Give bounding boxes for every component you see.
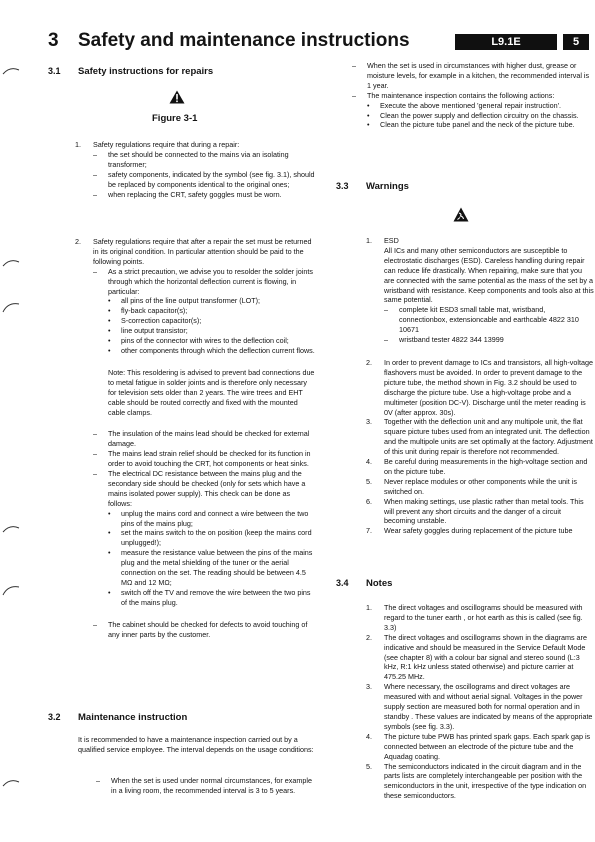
note-item: The direct voltages and oscillograms should be measured with regard to the tuner earth , or hot earth as this is called (see fig. 3.3) <box>384 603 583 632</box>
list-item: when replacing the CRT, safety goggles must be worn. <box>108 189 282 199</box>
maintenance-intro: It is recommended to have a maintenance inspection carried out by a qualified service employee. The interval depends on the usage conditions: <box>78 735 314 754</box>
bullet-item: S-correction capacitor(s); <box>121 316 202 326</box>
list-item: complete kit ESD3 small table mat, wristband, connectionbox, extensioncable and earthcable 4822 310 10671 <box>399 305 579 335</box>
bullet-item: measure the resistance value between the pins of the mains plug and the metal shielding of the tuner or the aerial connection on the set. The reading should be between 4.5 MΩ and 12 MΩ; <box>121 548 313 587</box>
section-title: Maintenance instruction <box>78 712 188 723</box>
warning-item: Never replace modules or other components while the unit is switched on. <box>384 476 577 496</box>
warnings-list: 1. ESD All ICs and many other semiconductors are susceptible to electrostatic discharges (ESD). Careless handling during repair can reduce life drastically. When repairing, make sure that you are connected with the same potential as the mass of the set by a wristband with resistance. Keep components and tools also at this same potential. – complete kit ESD3 small table mat, wristband, connectionbox, extensioncable and earthcable 4822 310 10671 – wristband tester 4822 344 13999 2. In order to prevent damage to ICs and transistors, all high-voltage flashovers must be avoided. In order to prevent damage to the picture tube, the method shown in Fig. 3.2 should be used to discharge the picture tube. Use a high-voltage probe and a multimeter (position DC-V). Discharge until the meter reading is 0V (after approx. 30s). 3. Together with the deflection unit and any multipole unit, the flat square picture tubes used from an integrated unit. The deflection and the multipole units are set optimally at the factory. Adjustment of this unit during repair is therefore not recommended. 4. Be careful during measurements in the high-voltage section and on the picture tube. 5. Never replace modules or other components while the unit is switched on. 6. When making settings, use plastic rather than metal tools. This will prevent any short circuits and the danger of a circuit becoming unstable. 7. Wear safety goggles during replacement of the picture tube <box>366 236 594 536</box>
bullet-item: set the mains switch to the on position (keep the mains cord unplugged!); <box>121 528 312 548</box>
bullet-item: unplug the mains cord and connect a wire between the two pins of the mains plug; <box>121 508 309 528</box>
bullet-item: all pins of the line output transformer (LOT); <box>121 296 261 306</box>
list-item: The maintenance inspection contains the following actions: <box>367 90 555 100</box>
warning-item: In order to prevent damage to ICs and transistors, all high-voltage flashovers must be avoided. In order to prevent damage to the picture tube, the method shown in Fig. 3.2 should be used to discharge the picture tube. Use a high-voltage probe and a multimeter (position DC-V). Discharge until the meter reading is 0V (after approx. 30s). <box>384 357 593 417</box>
section-title: Warnings <box>366 181 409 192</box>
page-number-badge: 5 <box>563 34 589 50</box>
maintenance-item-normal: – When the set is used under normal circumstances, for example in a living room, the recommended interval is 3 to 5 years. <box>78 776 315 796</box>
warning-item: When making settings, use plastic rather than metal tools. This will prevent any short circuits and the danger of a circuit becoming unstable. <box>384 496 584 526</box>
margin-hole-mark <box>2 583 20 597</box>
bullet-item: line output transistor; <box>121 326 188 336</box>
bullet-item: Clean the power supply and deflection circuitry on the chassis. <box>380 110 579 120</box>
bullet-item: Clean the picture tube panel and the neck of the picture tube. <box>380 120 575 130</box>
note-item: The picture tube PWB has printed spark gaps. Each spark gap is connected between an electrode of the picture tube and the Aquadag coating. <box>384 731 591 761</box>
bullet-item: pins of the connector with wires to the deflection coil; <box>121 336 289 346</box>
chapter-title: Safety and maintenance instructions <box>78 30 410 51</box>
section-title: Safety instructions for repairs <box>78 66 214 77</box>
model-code-badge: L9.1E <box>455 34 557 50</box>
section-number: 3.4 <box>336 578 349 588</box>
margin-hole-mark <box>2 776 20 790</box>
section-number: 3.2 <box>48 712 61 722</box>
bullet-item: Execute the above mentioned 'general repair instruction'. <box>380 100 561 110</box>
figure-caption: Figure 3-1 <box>152 113 198 124</box>
list-item: When the set is used under normal circumstances, for example in a living room, the recommended interval is 3 to 5 years. <box>111 776 312 795</box>
note-item: The direct voltages and oscillograms shown in the diagrams are indicative and should be measured in the Service Default Mode (see chapter 8) with a colour bar signal and stereo sound (L:3 kHz, R:1 kHz unless stated otherwise) and picture carrier at 475.25 MHz. <box>384 632 587 682</box>
safety-item-2: 2. Safety regulations require that after a repair the set must be returned in its original condition. In particular attention should be paid to the following points. – As a strict precaution, we advise you to resolder the solder joints through which the horizontal deflection current is flowing, in particular: • all pins of the line output transformer (LOT); • fly-back capacitor(s); • S-correction capacitor(s); • line output transistor; • pins of the connector with wires to the deflection coil; • other components through which the deflection current flows. Note: This resoldering is advised to prevent bad connections due to metal fatigue in solder joints and is therefore only necessary for television sets older than 2 years. The wire trees and EHT cable should be routed correctly and fixed with the mounted cable clamps. – The insulation of the mains lead should be checked for external damage. – The mains lead strain relief should be checked for its function in order to avoid touching the CRT, hot components or heat sinks. – The electrical DC resistance between the mains plug and the secondary side should be checked (only for sets which have a mains isolated power supply). This check can be done as follows: • unplug the mains cord and connect a wire between the two pins of the mains plug; • set the mains switch to the on position (keep the mains cord unplugged!); • measure the resistance value between the pins of the mains plug and the metal shielding of the tuner or the aerial connection on the set. The reading should be between 4.5 MΩ and 12 MΩ; • switch off the TV and remove the wire between the two pins of the mains plug. – The cabinet should be checked for defects to avoid touching of any inner parts by the customer. <box>75 237 315 639</box>
list-item: the set should be connected to the mains via an isolating transformer; <box>108 149 289 169</box>
bullet-item: switch off the TV and remove the wire between the two pins of the mains plug. <box>121 587 311 607</box>
section-number: 3.3 <box>336 181 349 191</box>
list-item: The insulation of the mains lead should be checked for external damage. <box>108 429 310 449</box>
resolder-note: Note: This resoldering is advised to prevent bad connections due to metal fatigue in solder joints and is therefore only necessary for television sets older than 2 years. The wire trees and EHT cable should be routed correctly and fixed with the mounted cable clamps. <box>108 367 315 417</box>
esd-warning-icon <box>453 207 469 222</box>
margin-hole-mark <box>2 256 20 270</box>
chapter-number: 3 <box>48 30 59 51</box>
margin-hole-mark <box>2 300 20 314</box>
list-item: As a strict precaution, we advise you to resolder the solder joints through which the horizontal deflection current is flowing, in particular: <box>108 266 313 296</box>
warning-triangle-icon <box>169 90 185 104</box>
margin-hole-mark <box>2 64 20 78</box>
esd-description: All ICs and many other semiconductors are susceptible to electrostatic discharges (ESD). Careless handling during repair can reduce life drastically. When repairing, make sure that you are connected with the same potential as the mass of the set by a wristband with resistance. Keep components and tools also at this same potential. <box>384 245 594 305</box>
safety-item-1: 1. Safety regulations require that during a repair: – the set should be connected to the mains via an isolating transformer; – safety components, indicated by the symbol (see fig. 3.1), should be replaced by components identical to the original ones; – when replacing the CRT, safety goggles must be worn. <box>75 140 315 199</box>
warning-item: Wear safety goggles during replacement of the picture tube <box>384 526 573 536</box>
list-item: The cabinet should be checked for defects to avoid touching of any inner parts by the customer. <box>108 619 308 639</box>
bullet-item: fly-back capacitor(s); <box>121 306 188 316</box>
margin-hole-mark <box>2 522 20 536</box>
list-item: The mains lead strain relief should be checked for its function in order to avoid touching the CRT, hot components or heat sinks. <box>108 449 311 469</box>
notes-list: 1. The direct voltages and oscillograms should be measured with regard to the tuner earth , or hot earth as this is called (see fig. 3.3) 2. The direct voltages and oscillograms shown in the diagrams are indicative and should be measured in the Service Default Mode (see chapter 8) with a colour bar signal and stereo sound (L:3 kHz, R:1 kHz unless stated otherwise) and picture carrier at 475.25 MHz. 3. Where necessary, the oscillograms and direct voltages are measured with and without aerial signal. Voltages in the power supply section are measured both for normal operation and in standby . These values are indicated by means of the appropriate symbols (see fig. 3.3). 4. The picture tube PWB has printed spark gaps. Each spark gap is connected between an electrode of the picture tube and the Aquadag coating. 5. The semiconductors indicated in the circuit diagram and in the parts lists are completely interchangeable per position with the semiconductors in the unit, irrespective of the type indication on these semiconductors. <box>366 603 593 801</box>
list-item: When the set is used in circumstances with higher dust, grease or moisture levels, for example in a kitchen, the recommended interval is 1 year. <box>367 61 590 90</box>
list-item: safety components, indicated by the symbol (see fig. 3.1), should be replaced by components identical to the original ones; <box>108 169 315 189</box>
bullet-item: other components through which the deflection current flows. <box>121 345 315 355</box>
list-item: The electrical DC resistance between the mains plug and the secondary side should be checked (only for sets which have a mains isolated power supply). This check can be done as follows: <box>108 469 306 508</box>
note-item: Where necessary, the oscillograms and direct voltages are measured with and without aerial signal. Voltages in the power supply section are measured both for normal operation and in standby . These values are indicated by means of the appropriate symbols (see fig. 3.3). <box>384 682 593 731</box>
note-item: The semiconductors indicated in the circuit diagram and in the parts lists are completely interchangeable per position with the semiconductors in the unit, irrespective of the type indication on these semiconductors. <box>384 761 587 801</box>
warning-item: Together with the deflection unit and any multipole unit, the flat square picture tubes used from an integrated unit. The deflection and the multipole units are set optimally at the factory. Adjustment of this unit during repair is therefore not recommended. <box>384 417 593 457</box>
warning-item: Be careful during measurements in the high-voltage section and on the picture tube. <box>384 457 588 476</box>
maintenance-continued: – When the set is used in circumstances with higher dust, grease or moisture levels, for example in a kitchen, the recommended interval is 1 year. – The maintenance inspection contains the following actions: • Execute the above mentioned 'general repair instruction'. • Clean the power supply and deflection circuitry on the chassis. • Clean the picture tube panel and the neck of the picture tube. <box>352 61 594 130</box>
section-title: Notes <box>366 578 393 589</box>
list-item: wristband tester 4822 344 13999 <box>399 335 504 345</box>
section-number: 3.1 <box>48 66 61 76</box>
